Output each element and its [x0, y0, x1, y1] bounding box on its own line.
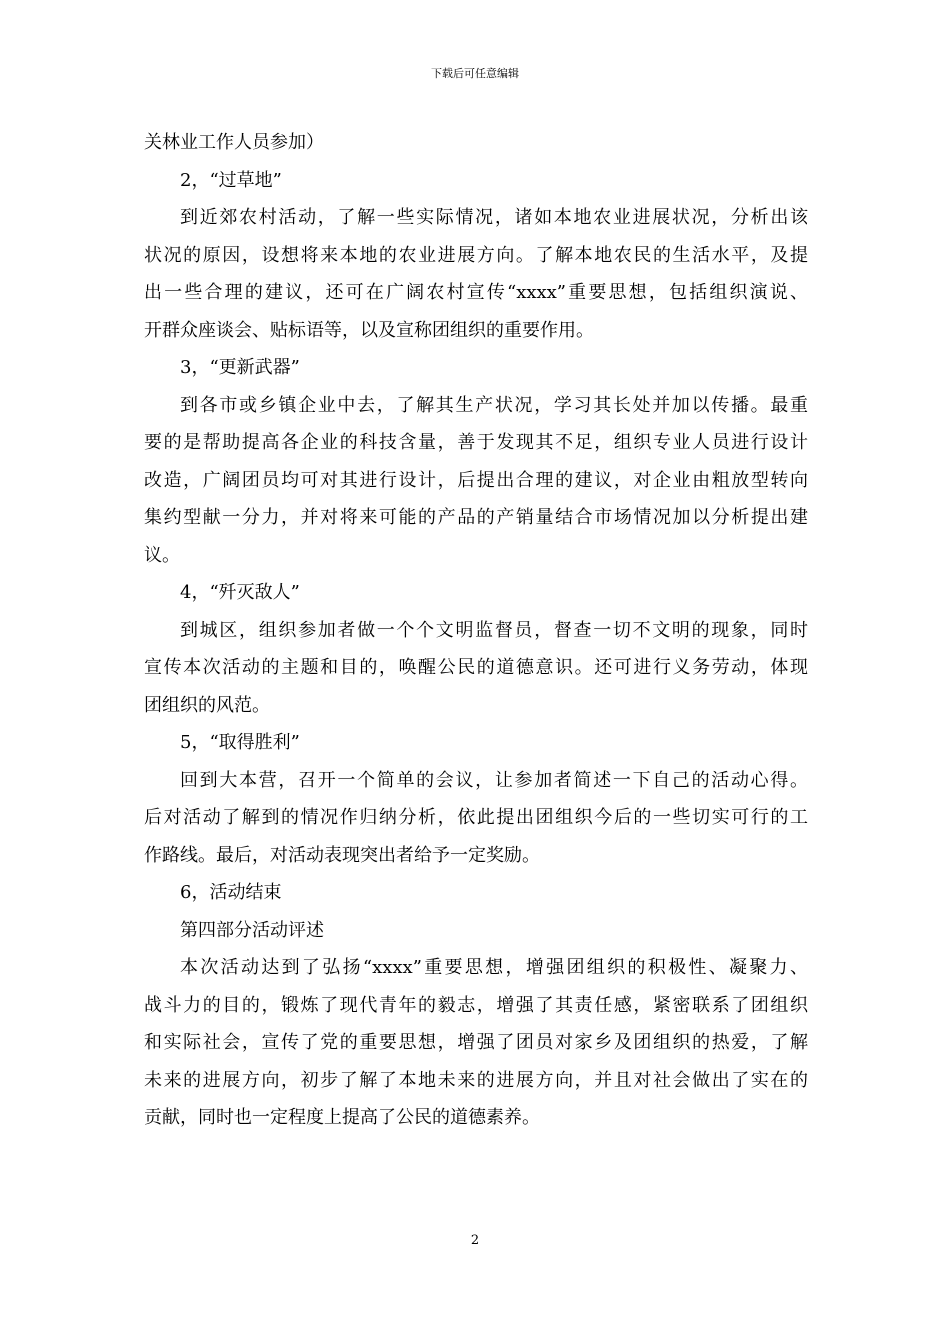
text-line: 贡献，同时也一定程度上提高了公民的道德素养。	[144, 1107, 540, 1128]
text-line: 要的是帮助提高各企业的科技含量，善于发现其不足，组织专业人员进行设计	[144, 432, 808, 453]
text-line: 出一些合理的建议，还可在广阔农村宣传“xxxx”重要思想，包括组织演说、	[144, 282, 808, 303]
document-body	[144, 124, 808, 1137]
text-line: 3，“更新武器”	[180, 357, 300, 378]
page-header: 下载后可任意编辑	[431, 67, 519, 80]
text-line: 5，“取得胜利”	[180, 732, 300, 753]
text-line: 2，“过草地”	[180, 169, 282, 191]
text-line: 4，“歼灭敌人”	[180, 582, 300, 603]
text-line: 到城区，组织参加者做一个个文明监督员，督查一切不文明的现象，同时	[180, 619, 808, 641]
text-line: 集约型献一分力，并对将来可能的产品的产销量结合市场情况加以分析提出建	[144, 507, 808, 528]
page-number: 2	[470, 1233, 480, 1248]
text-line: 开群众座谈会、贴标语等，以及宣称团组织的重要作用。	[144, 319, 594, 341]
text-line: 未来的进展方向，初步了解了本地未来的进展方向，并且对社会做出了实在的	[144, 1069, 808, 1091]
text-line: 和实际社会，宣传了党的重要思想，增强了团员对家乡及团组织的热爱，了解	[144, 1032, 808, 1053]
text-line: 战斗力的目的，锻炼了现代青年的毅志，增强了其责任感，紧密联系了团组织	[144, 994, 808, 1016]
text-line: 团组织的风范。	[144, 694, 270, 716]
text-line: 作路线。最后，对活动表现突出者给予一定奖励。	[144, 844, 540, 866]
text-line: 改造，广阔团员均可对其进行设计，后提出合理的建议，对企业由粗放型转向	[144, 469, 808, 491]
text-line: 议。	[144, 544, 180, 566]
text-line: 6，活动结束	[180, 882, 282, 903]
text-line: 到近郊农村活动，了解一些实际情况，诸如本地农业进展状况，分析出该	[180, 207, 808, 228]
text-line: 关林业工作人员参加）	[144, 132, 324, 153]
text-line: 本次活动达到了弘扬“xxxx”重要思想，增强团组织的积极性、凝聚力、	[180, 957, 808, 978]
text-line: 到各市或乡镇企业中去，了解其生产状况，学习其长处并加以传播。最重	[180, 394, 808, 416]
text-line: 后对活动了解到的情况作归纳分析，依此提出团组织今后的一些切实可行的工	[144, 807, 808, 828]
text-line: 状况的原因，设想将来本地的农业进展方向。了解本地农民的生活水平，及提	[144, 244, 808, 266]
text-line: 回到大本营，召开一个简单的会议，让参加者简述一下自己的活动心得。	[180, 769, 808, 791]
text-line: 第四部分活动评述	[180, 919, 324, 941]
text-line: 宣传本次活动的主题和目的，唤醒公民的道德意识。还可进行义务劳动，体现	[144, 657, 808, 678]
